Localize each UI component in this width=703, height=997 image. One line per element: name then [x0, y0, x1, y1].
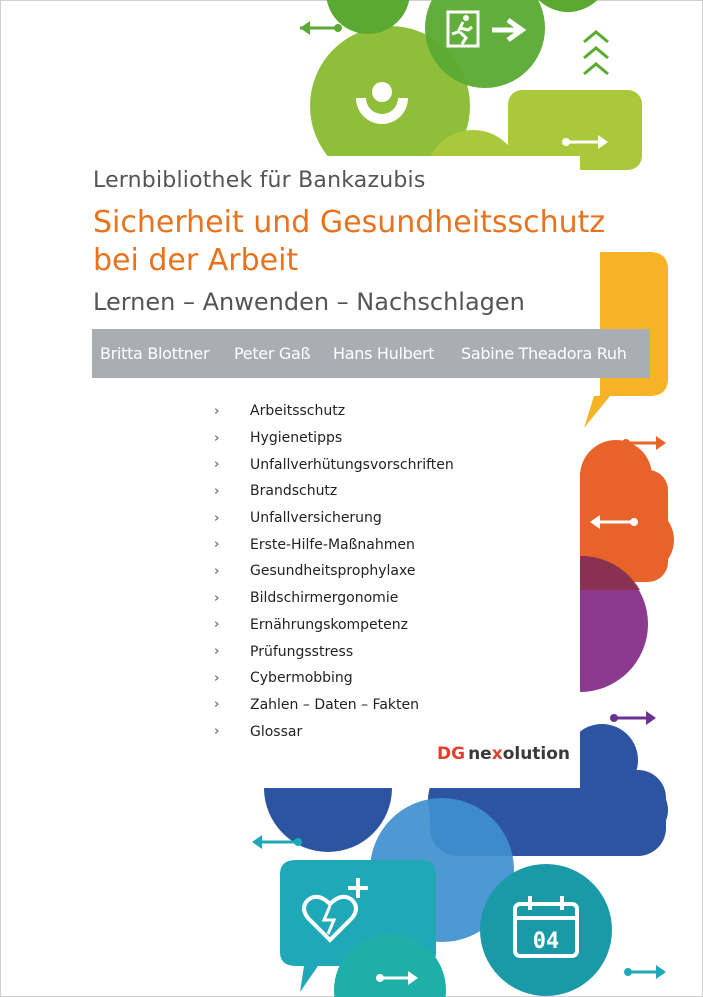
topic-item [214, 585, 454, 612]
topic-label: Brandschutz [250, 483, 338, 500]
topic-item [214, 692, 454, 719]
chevrons-up-icon [584, 32, 608, 74]
chevron-right-icon: › [214, 670, 220, 686]
book-title-line-1: Sicherheit und Gesundheitsschutz [93, 205, 606, 240]
chevron-right-icon: › [214, 724, 220, 740]
chevron-right-icon: › [214, 697, 220, 713]
book-subtitle: Lernen – Anwenden – Nachschlagen [93, 288, 525, 316]
topic-label: Unfallversicherung [250, 510, 382, 527]
chevron-right-icon: › [214, 563, 220, 579]
chevron-right-icon: › [214, 537, 220, 553]
chevron-right-icon: › [214, 617, 220, 633]
topic-label: Prüfungsstress [250, 643, 354, 660]
topic-list [214, 398, 454, 745]
topic-item [214, 478, 454, 505]
publisher-prefix: DG [437, 744, 466, 764]
topic-label: Unfallverhütungsvorschriften [250, 456, 454, 473]
arrow-left-icon [300, 21, 342, 35]
chevron-right-icon: › [214, 510, 220, 526]
publisher-name-part: ne [468, 744, 492, 764]
chevron-right-icon: › [214, 644, 220, 660]
topic-label: Zahlen – Daten – Fakten [250, 696, 419, 713]
topic-label: Gesundheitsprophylaxe [250, 563, 416, 580]
topic-label: Glossar [250, 723, 303, 740]
chevron-right-icon: › [214, 457, 220, 473]
book-title-line-2: bei der Arbeit [93, 243, 299, 278]
chevron-right-icon: › [214, 430, 220, 446]
chevron-right-icon: › [214, 403, 220, 419]
topic-item [214, 531, 454, 558]
topic-item [214, 558, 454, 585]
topic-label: Ernährungskompetenz [250, 616, 408, 633]
author-name: Hans Hulbert [333, 344, 435, 363]
topic-label: Erste-Hilfe-Maßnahmen [250, 536, 415, 553]
chevron-right-icon: › [214, 590, 220, 606]
topic-item [214, 451, 454, 478]
topic-item [214, 398, 454, 425]
author-name: Britta Blottner [100, 344, 210, 363]
author-name: Sabine Theadora Ruh [461, 344, 627, 363]
topic-label: Hygienetipps [250, 430, 343, 447]
topic-item [214, 425, 454, 452]
publisher-name-x: x [491, 744, 503, 764]
arrow-right-icon [610, 711, 656, 725]
topic-item [214, 638, 454, 665]
series-title: Lernbibliothek für Bankazubis [93, 168, 426, 193]
arrow-right-icon [624, 965, 666, 979]
author-name: Peter Gaß [234, 344, 311, 363]
authors-bar [92, 329, 650, 378]
publisher-logo [437, 744, 570, 764]
topic-label: Bildschirmergonomie [250, 590, 399, 607]
topic-label: Cybermobbing [250, 670, 353, 687]
calendar-day: 04 [532, 929, 560, 954]
topic-label: Arbeitsschutz [250, 403, 346, 420]
chevron-right-icon: › [214, 483, 220, 499]
book-title [93, 204, 633, 280]
publisher-name-part: olution [502, 744, 571, 764]
topic-item [214, 665, 454, 692]
topic-item [214, 612, 454, 639]
topic-item [214, 718, 454, 745]
topic-item [214, 505, 454, 532]
